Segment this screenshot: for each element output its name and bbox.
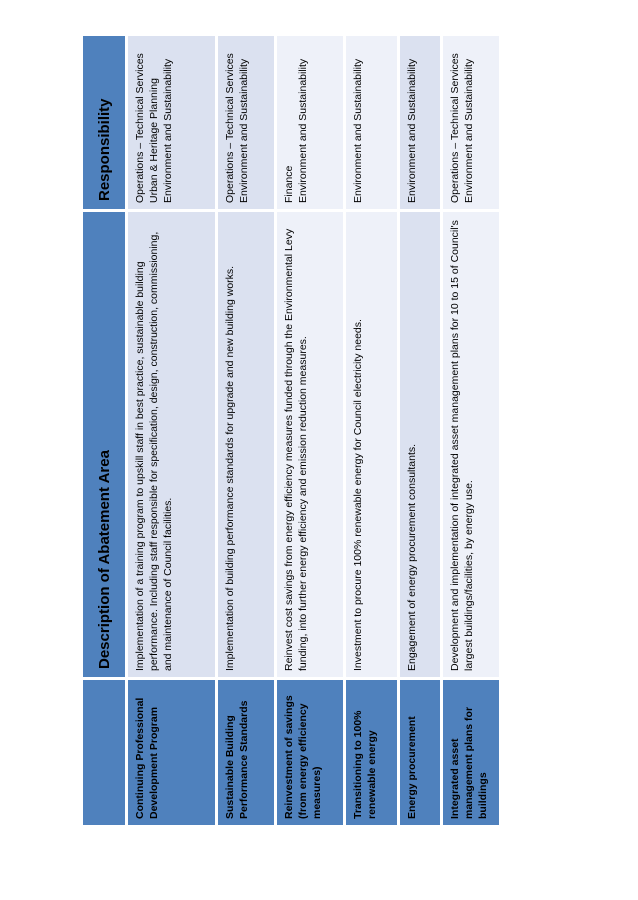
row-area: Energy procurement <box>400 680 441 825</box>
responsibility-line: Environment and Sustainability <box>162 58 174 203</box>
responsibility-line: Urban & Heritage Planning <box>148 78 160 203</box>
row-area: Reinvestment of savings (from energy efficiency measures) <box>277 680 343 825</box>
table-row <box>443 36 499 825</box>
responsibility-line: Environment and Sustainability <box>463 58 476 203</box>
responsibility-line: Environment and Sustainability <box>351 58 364 203</box>
table-row <box>128 36 215 825</box>
row-area: Sustainable Building Performance Standards <box>218 680 274 825</box>
row-description: Engagement of energy procurement consultants. <box>400 212 441 677</box>
header-description: Description of Abatement Area <box>83 212 125 677</box>
responsibility-line: Environment and Sustainability <box>297 58 309 203</box>
responsibility-line: Operations – Technical Services <box>134 53 146 203</box>
row-area: Integrated asset management plans for buildings <box>443 680 499 825</box>
responsibility-line: Operations – Technical Services <box>224 53 237 203</box>
row-responsibility <box>346 36 397 209</box>
header-responsibility: Responsibility <box>83 36 125 209</box>
responsibility-line: Environment and Sustainability <box>238 58 251 203</box>
table-row <box>346 36 397 825</box>
responsibility-line: Finance <box>283 165 295 203</box>
row-responsibility <box>277 36 343 209</box>
row-description: Investment to procure 100% renewable energy for Council electricity needs. <box>346 212 397 677</box>
row-responsibility <box>400 36 441 209</box>
row-responsibility <box>443 36 499 209</box>
row-description: Implementation of building performance standards for upgrade and new building works. <box>218 212 274 677</box>
row-responsibility <box>128 36 215 209</box>
row-description: Reinvest cost savings from energy efficiency measures funded through the Environmental Levy funding, into further energy efficiency and emission reduction measures. <box>277 212 343 677</box>
row-description: Implementation of a training program to upskill staff in best practice, sustainable building performance. Including staff responsible for specification, design, construction, commissioning, and maintenance of Council facilities. <box>128 212 215 677</box>
row-description: Development and implementation of integrated asset management plans for 10 to 15 of Council's largest buildings/facilities, by energy use. <box>443 212 499 677</box>
header-row <box>83 36 125 825</box>
rotated-table-wrapper <box>80 33 502 828</box>
table-row <box>400 36 441 825</box>
abatement-table <box>80 33 502 828</box>
header-area <box>83 680 125 825</box>
row-responsibility <box>218 36 274 209</box>
row-area: Transitioning to 100% renewable energy <box>346 680 397 825</box>
responsibility-line: Operations – Technical Services <box>449 53 462 203</box>
table-row <box>218 36 274 825</box>
table-row <box>277 36 343 825</box>
responsibility-line: Environment and Sustainability <box>405 58 418 203</box>
row-area: Continuing Professional Development Program <box>128 680 215 825</box>
